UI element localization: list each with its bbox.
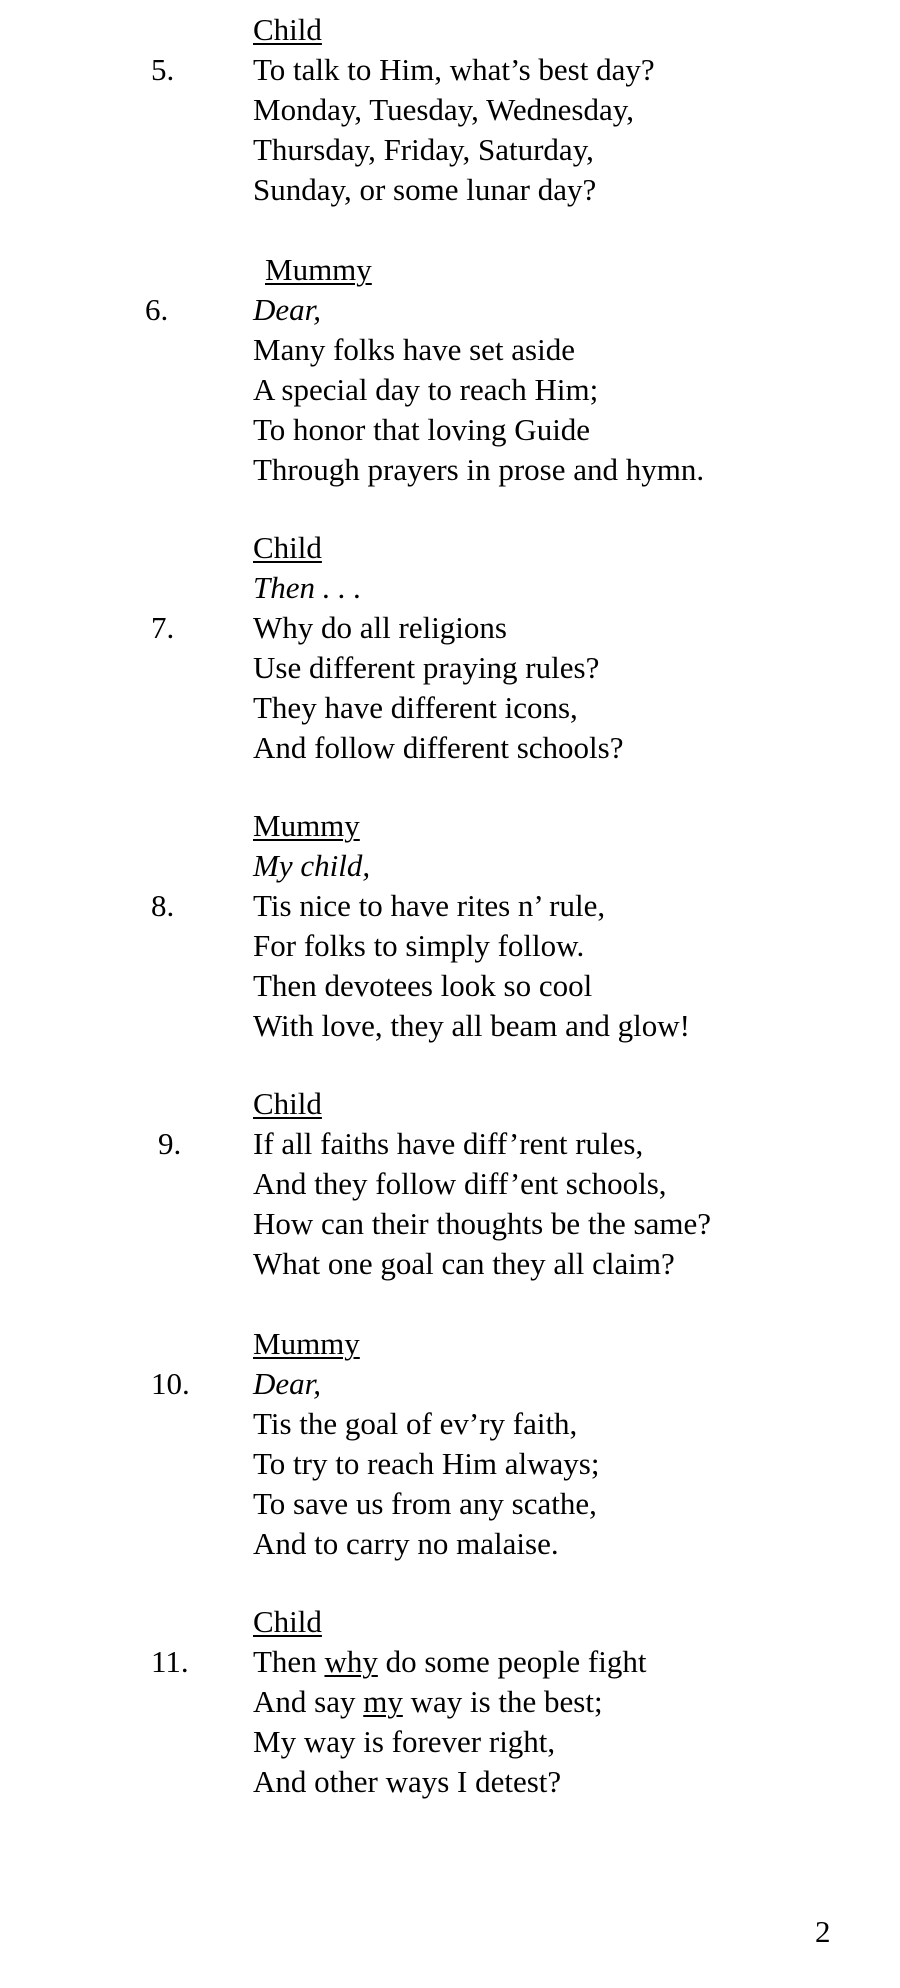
verse-line: And to carry no malaise.: [253, 1526, 559, 1561]
speaker-label: Child: [253, 1604, 322, 1639]
verse-text: way is the best;: [402, 1684, 603, 1719]
stanza-number: 11.: [151, 1644, 189, 1679]
verse-line: They have different icons,: [253, 690, 578, 725]
verse-line: Many folks have set aside: [253, 332, 575, 367]
address-line: Then . . .: [253, 570, 362, 605]
stanza-number: 9.: [158, 1126, 182, 1161]
verse-line: [253, 1642, 646, 1682]
verse-line: And follow different schools?: [253, 730, 624, 765]
verse-line: Through prayers in prose and hymn.: [253, 452, 705, 487]
verse-line: Then devotees look so cool: [253, 968, 593, 1003]
speaker-label: Mummy: [253, 808, 360, 843]
address-line: My child,: [253, 848, 371, 883]
speaker-label: Child: [253, 12, 322, 47]
verse-line: How can their thoughts be the same?: [253, 1206, 711, 1241]
verse-line: With love, they all beam and glow!: [253, 1008, 690, 1043]
verse-line: And other ways I detest?: [253, 1764, 562, 1799]
verse-line: For folks to simply follow.: [253, 928, 585, 963]
address-line: Dear,: [253, 1366, 322, 1401]
stanza-number: 8.: [151, 888, 175, 923]
speaker-label: Mummy: [265, 252, 372, 287]
verse-line: Use different praying rules?: [253, 650, 600, 685]
verse-text: Then: [253, 1644, 325, 1679]
page-number: 2: [815, 1914, 831, 1949]
verse-line: If all faiths have diff’rent rules,: [253, 1126, 644, 1161]
verse-line: Tis nice to have rites n’ rule,: [253, 888, 606, 923]
verse-text: And say: [253, 1684, 364, 1719]
verse-line: To save us from any scathe,: [253, 1486, 597, 1521]
speaker-label: Child: [253, 530, 322, 565]
stanza-number: 10.: [151, 1366, 190, 1401]
verse-line: A special day to reach Him;: [253, 372, 599, 407]
verse-line: To try to reach Him always;: [253, 1446, 600, 1481]
verse-line: Sunday, or some lunar day?: [253, 172, 597, 207]
verse-line: Thursday, Friday, Saturday,: [253, 132, 594, 167]
address-line: Dear,: [253, 292, 322, 327]
stanza-number: 6.: [145, 292, 169, 327]
verse-line: Tis the goal of ev’ry faith,: [253, 1406, 578, 1441]
verse-line: To honor that loving Guide: [253, 412, 591, 447]
verse-line: What one goal can they all claim?: [253, 1246, 675, 1281]
verse-line: My way is forever right,: [253, 1724, 556, 1759]
verse-line: To talk to Him, what’s best day?: [253, 52, 655, 87]
verse-line: [253, 1682, 603, 1722]
verse-line: Monday, Tuesday, Wednesday,: [253, 92, 634, 127]
emphasized-word: why: [324, 1644, 378, 1679]
speaker-label: Child: [253, 1086, 322, 1121]
verse-line: And they follow diff’ent schools,: [253, 1166, 667, 1201]
verse-text: do some people fight: [377, 1644, 647, 1679]
stanza-number: 5.: [151, 52, 175, 87]
stanza-number: 7.: [151, 610, 175, 645]
emphasized-word: my: [363, 1684, 403, 1719]
verse-line: Why do all religions: [253, 610, 507, 645]
speaker-label: Mummy: [253, 1326, 360, 1361]
